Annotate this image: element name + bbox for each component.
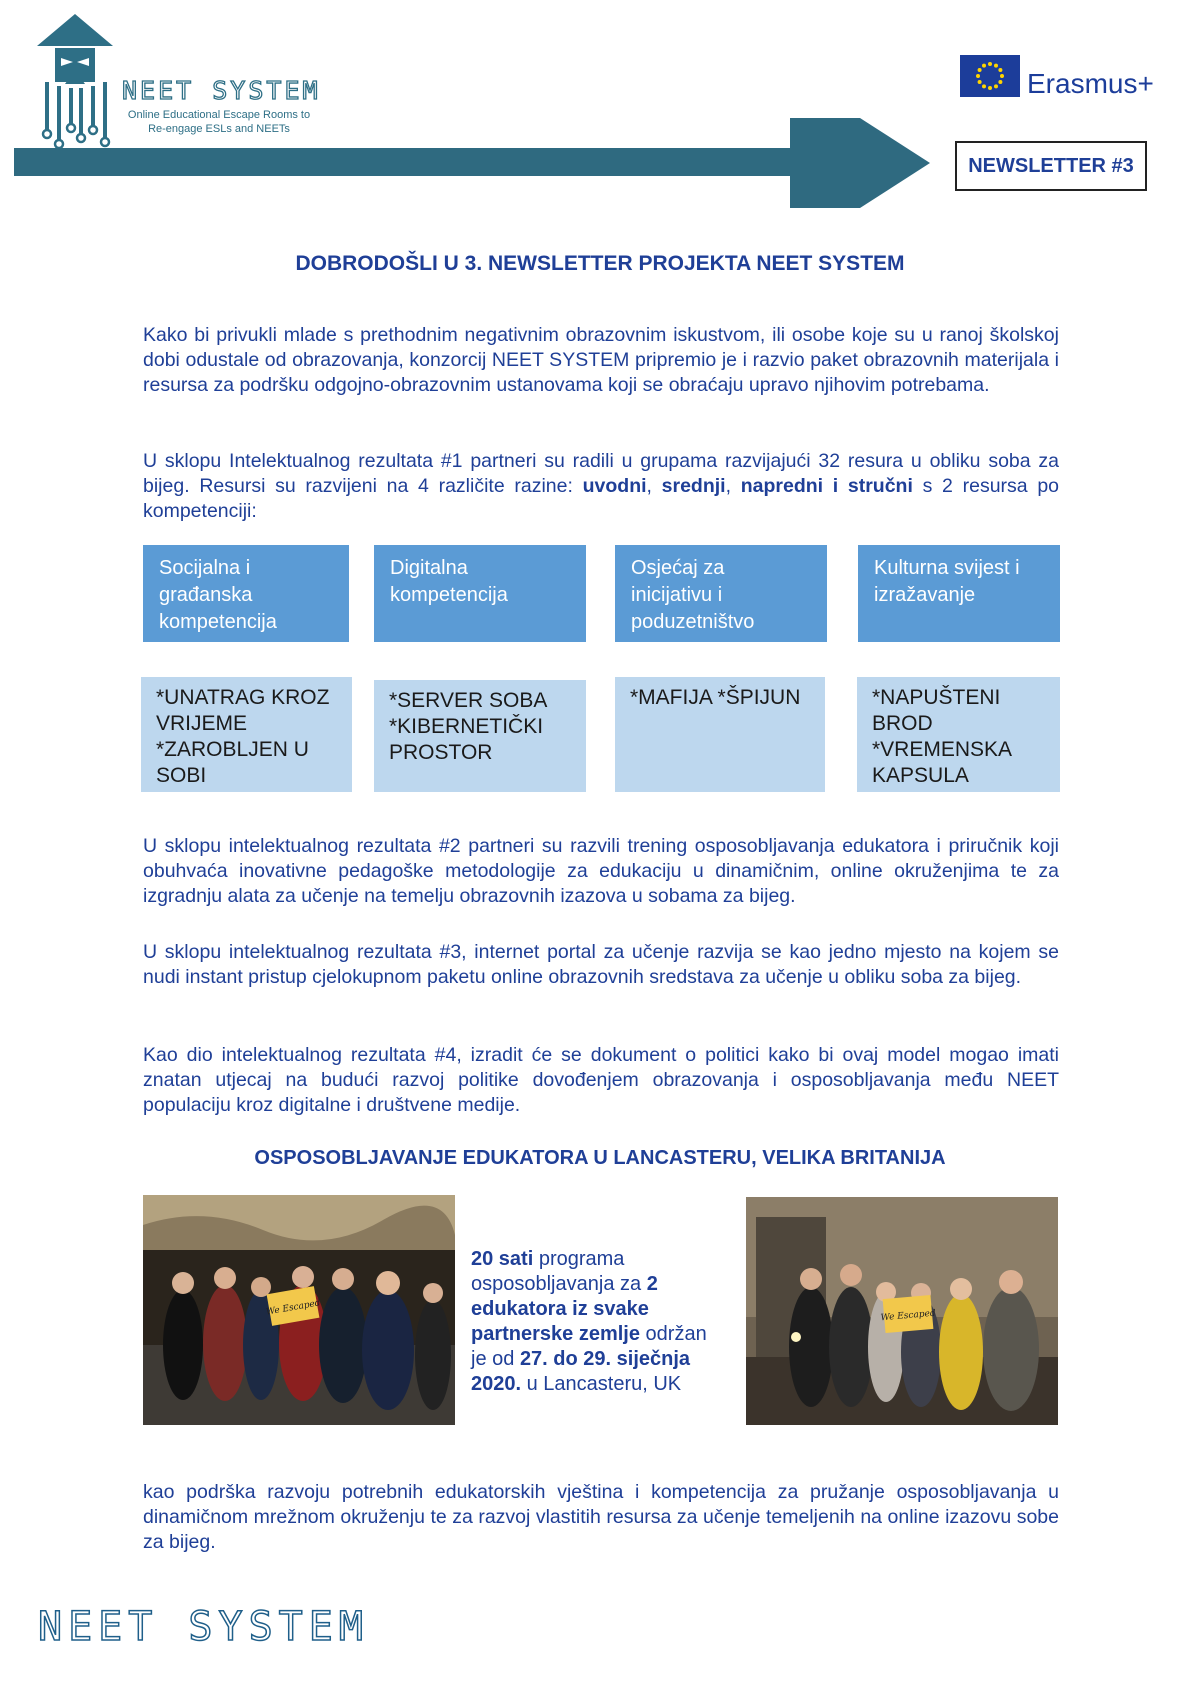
training-caption <box>471 1247 721 1397</box>
caption-text: u Lancasteru, UK <box>521 1373 682 1395</box>
level-srednji: srednji <box>661 475 726 497</box>
training-closing-paragraph: kao podrška razvoju potrebnih edukatorskih vještina i kompetencija za pružanje osposobljavanja u dinamičnom mrežnom okruženju te za razvoj vlastitih resursa za učenje temeljenih na online izazovu sobe za bijeg. <box>143 1481 1059 1553</box>
training-photo-left <box>143 1195 455 1425</box>
output1-text-end: s 2 resursa po kompetenciji: <box>143 475 1060 522</box>
separator: , <box>725 475 741 497</box>
output1-text: U sklopu Intelektualnog rezultata #1 partneri su radili u grupama razvijajući 32 resura u obliku soba za bijeg. Resursi su razvijeni na 4 različite razine: <box>143 450 1059 497</box>
separator: , <box>646 475 662 497</box>
footer-logo: NEET SYSTEM <box>38 1604 369 1650</box>
page-title: DOBRODOŠLI U 3. NEWSLETTER PROJEKTA NEET SYSTEM <box>295 252 905 275</box>
output4-paragraph: Kao dio intelektualnog rezultata #4, izradit će se dokument o politici kako bi ovaj model mogao imati znatan utjecaj na budući razvoj politike dovođenjem obrazovanja i osposobljavanja među NEET populaciju kroz digitalne i društvene medije. <box>143 1044 1059 1116</box>
competence-box-social: Socijalna i građanska kompetencija <box>143 545 349 642</box>
newsletter-number-badge: NEWSLETTER #3 <box>955 141 1147 191</box>
level-napredni: napredni i stručni <box>740 475 913 497</box>
header-banner-bar <box>14 148 804 176</box>
resource-box-social: *UNATRAG KROZ VRIJEME *ZAROBLJEN U SOBI <box>141 677 352 792</box>
caption-text: održan je od <box>471 1323 707 1370</box>
sign-text-right: We Escaped <box>880 1308 937 1324</box>
caption-text: programa osposobljavanja za <box>471 1248 647 1295</box>
sign-text-left: We Escaped <box>265 1298 322 1318</box>
level-uvodni: uvodni <box>582 475 647 497</box>
erasmus-plus-label: Erasmus+ <box>1027 68 1154 99</box>
caption-hours: 20 sati <box>471 1248 534 1270</box>
output3-paragraph: U sklopu intelektualnog rezultata #3, internet portal za učenje razvija se kao jedno mjesto na kojem se nudi instant pristup cjelokupnom paketu online obrazovnih sredstava za učenje u obliku soba za bijeg. <box>143 941 1059 988</box>
eu-flag-icon <box>960 55 1020 97</box>
intro-paragraph: Kako bi privukli mlade s prethodnim negativnim obrazovnim iskustvom, ili osobe koje su u ranoj školskoj dobi odustale od obrazovanja, konzorcij NEET SYSTEM pripremio je i razvio paket obrazovnih materijala i resursa za podršku odgojno-obrazovnim ustanovama koji se obraćaju upravo njihovim potrebama. <box>143 324 1059 396</box>
logo-subtitle: Online Educational Escape Rooms to Re-engage ESLs and NEETs <box>127 109 311 135</box>
training-section-title: OSPOSOBLJAVANJE EDUKATORA U LANCASTERU, VELIKA BRITANIJA <box>254 1147 946 1169</box>
competence-box-initiative: Osjećaj za inicijativu i poduzetništvo <box>615 545 827 642</box>
caption-educators: 2 edukatora iz svake partnerske zemlje <box>471 1273 658 1345</box>
resource-box-digital: *SERVER SOBA *KIBERNETIČKI PROSTOR <box>374 680 586 792</box>
caption-dates: 27. do 29. siječnja 2020. <box>471 1348 691 1395</box>
logo-title: NEET SYSTEM <box>122 76 321 105</box>
competence-box-digital: Digitalna kompetencija <box>374 545 586 642</box>
resource-box-initiative: *MAFIJA *ŠPIJUN <box>615 677 825 792</box>
output2-paragraph: U sklopu intelektualnog rezultata #2 partneri su razvili trening osposobljavanja edukatora i priručnik koji obuhvaća inovativne pedagoške metodologije za edukaciju u dinamičnim, online okruženjima te za izgradnju alata za učenje na temelju obrazovnih izazova u sobama za bijeg. <box>143 835 1059 907</box>
resource-box-cultural: *NAPUŠTENI BROD *VREMENSKA KAPSULA <box>857 677 1060 792</box>
output1-paragraph <box>143 449 1059 524</box>
arrow-right-icon <box>790 118 930 208</box>
competence-box-cultural: Kulturna svijest i izražavanje <box>858 545 1060 642</box>
training-photo-right <box>746 1197 1058 1425</box>
